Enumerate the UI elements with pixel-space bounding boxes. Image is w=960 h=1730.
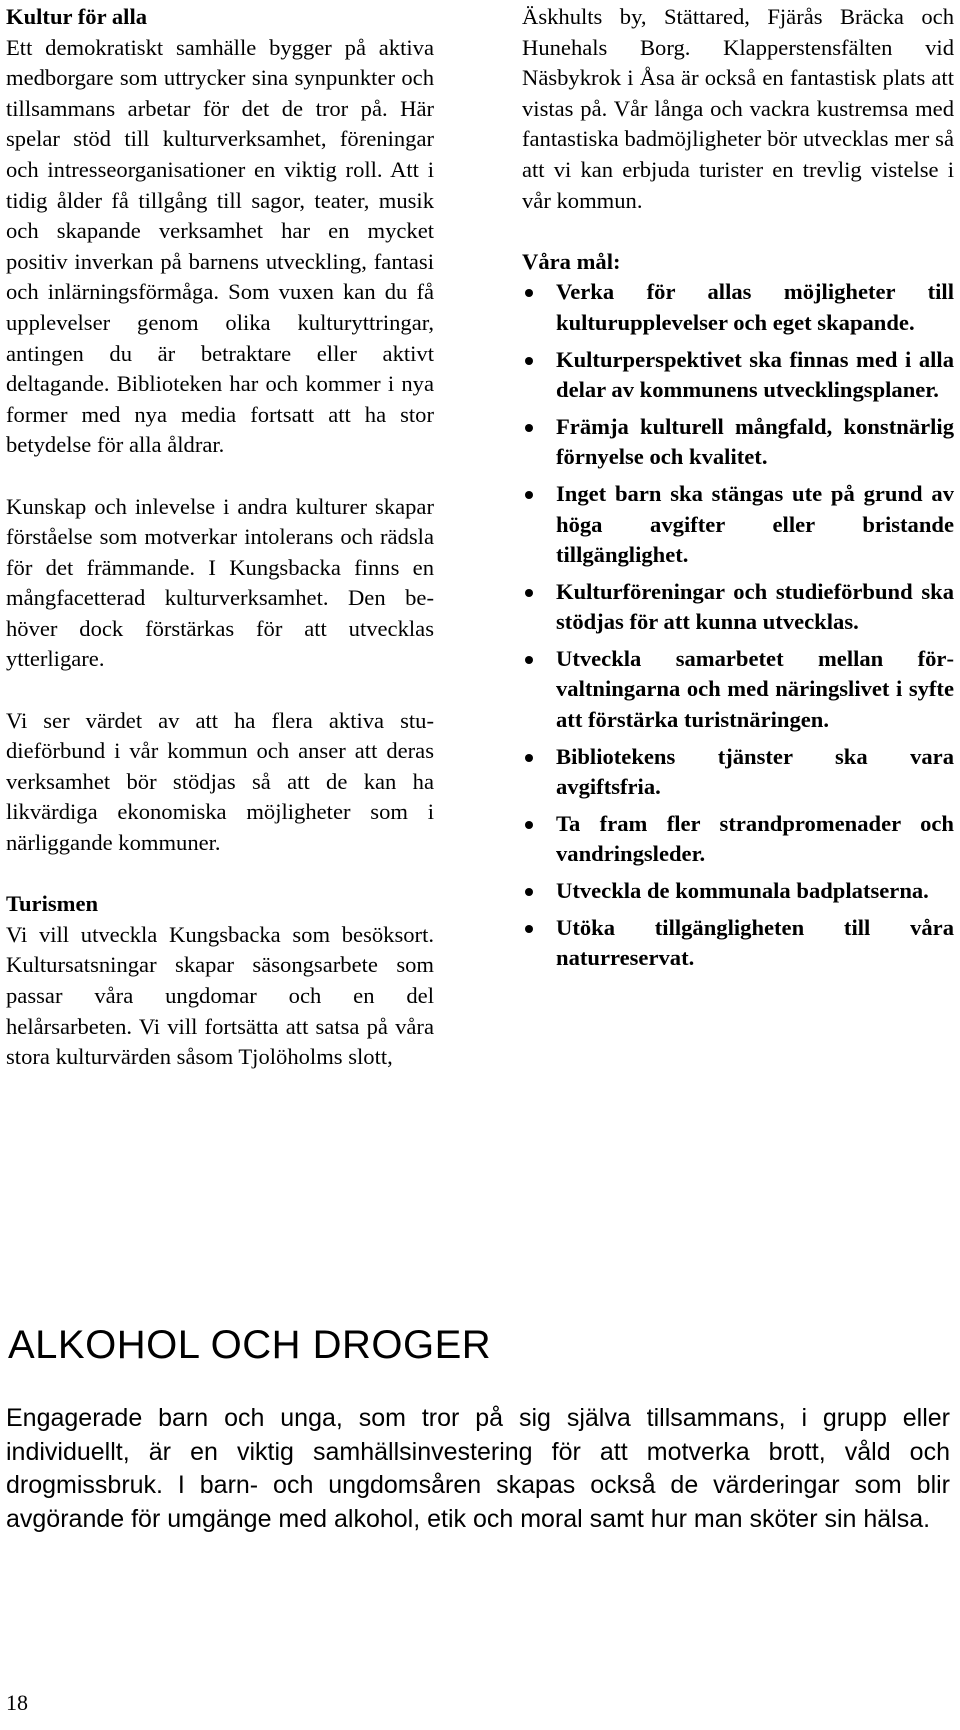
alkohol-intro: Engagerade barn och unga, som tror på sig själva tillsammans, i grupp eller individuellt, är en viktig samhällsinvestering för att motverka brott, våld och drogmissbruk. I barn- och ungdomsåren skapas också de värderingar som blir avgörande för umgänge med alkohol, etik och moral samt hur man sköter sin hälsa. — [6, 1404, 950, 1533]
goal-item — [522, 913, 954, 974]
section-heading-alkohol: ALKOHOL OCH DROGER — [8, 1323, 492, 1367]
turism-heading: Turismen — [6, 891, 99, 917]
bullet-icon — [525, 589, 533, 597]
goal-item — [522, 577, 954, 638]
page-number: 18 — [6, 1690, 28, 1715]
bullet-icon — [525, 491, 533, 499]
goal-item — [522, 809, 954, 870]
goal-item — [522, 742, 954, 803]
goal-text: Inget barn ska stängas ute på grund av höga avgifter eller bristande tillgänglighet. — [556, 480, 954, 568]
goal-text: Utveckla de kommunala badplatserna. — [556, 878, 929, 904]
left-column — [6, 2, 434, 1073]
kultur-paragraph-1: Ett demokratiskt samhälle bygger på aktiva medborgare som uttrycker sina synpunkter och tillsammans arbetar för det de tror på. Här spelar stöd till kulturverksamhet, föreningar och intresseorganisationer en viktig roll. Att i tidig ålder få tillgång till sagor, teater, musik och skapande verksamhet har en mycket positiv inverkan på barnens utveckling, fantasi och inlärningsförmåga. Som vuxen kan du få upplevelser genom olika kulturyttringar, antingen du är betraktare eller aktivt deltagande. Biblioteken har och kommer i nya former med nya media fortsatt att ha stor betydelse för alla åldrar. — [6, 34, 434, 458]
goal-item — [522, 876, 954, 907]
goal-item — [522, 412, 954, 473]
bullet-icon — [525, 656, 533, 664]
goal-item — [522, 345, 954, 406]
goal-text: Utöka tillgängligheten till våra naturreservat. — [556, 914, 954, 971]
goal-item — [522, 277, 954, 338]
bullet-icon — [525, 357, 533, 365]
goals-list — [522, 277, 954, 973]
goals-heading: Våra mål: — [522, 248, 621, 274]
bullet-icon — [525, 925, 533, 933]
goal-item — [522, 644, 954, 736]
bullet-icon — [525, 289, 533, 297]
spacer — [522, 216, 954, 247]
goal-text: Kulturföreningar och studieförbund ska stödjas för att kunna utvecklas. — [556, 578, 954, 635]
goal-item — [522, 479, 954, 571]
spacer — [6, 461, 434, 492]
bullet-icon — [525, 888, 533, 896]
goal-text: Utveckla samarbetet mellan förvaltningarna och med näringslivet i syfte att förstärka turistnäringen. — [556, 645, 954, 733]
bullet-icon — [525, 754, 533, 762]
goal-text: Verka för allas möjligheter till kulturupplevelser och eget skapande. — [556, 279, 954, 335]
right-column — [522, 2, 954, 980]
turism-paragraph-continued: Äskhults by, Stättared, Fjärås Bräcka och Hunehals Borg. Klapperstensfälten vid Näsbykrok i Åsa är också en fantastisk plats att vistas på. Vår långa och vackra kustremsa med fantastiska badmöjligheter bör utvecklas mer så att vi kan erbjuda turister en trevlig vistelse i vår kommun. — [522, 4, 954, 213]
spacer — [6, 675, 434, 706]
bullet-icon — [525, 424, 533, 432]
bullet-icon — [525, 821, 533, 829]
goal-text: Kulturperspektivet ska finnas med i alla delar av kommunens utvecklingsplaner. — [556, 346, 954, 403]
spacer — [6, 859, 434, 890]
goal-text: Bibliotekens tjänster ska vara avgiftsfria. — [556, 743, 954, 800]
kultur-paragraph-3: Vi ser värdet av att ha flera aktiva studieförbund i vår kommun och anser att deras verksamhet bör stödjas så att de kan ha likvärdiga ekonomiska möjligheter som i närliggande kommuner. — [6, 707, 434, 856]
goal-text: Ta fram fler strandpromenader och vandringsleder. — [556, 810, 954, 867]
kultur-heading: Kultur för alla — [6, 4, 148, 29]
kultur-paragraph-2: Kunskap och inlevelse i andra kulturer skapar förståelse som motverkar intolerans och rädsla för det främmande. I Kungsbacka finns en mångfacetterad kulturverksamhet. Den behöver dock förstärkas för att utvecklas ytterligare. — [6, 493, 434, 672]
turism-paragraph-1: Vi vill utveckla Kungsbacka som besöksort. Kultursatsningar skapar säsongsarbete som passar våra ungdomar och en del helårsarbeten. Vi vill fortsätta att satsa på våra stora kulturvärden såsom Tjolöholms slott, — [6, 921, 434, 1070]
goal-text: Främja kulturell mångfald, konstnärlig förnyelse och kvalitet. — [556, 413, 954, 470]
